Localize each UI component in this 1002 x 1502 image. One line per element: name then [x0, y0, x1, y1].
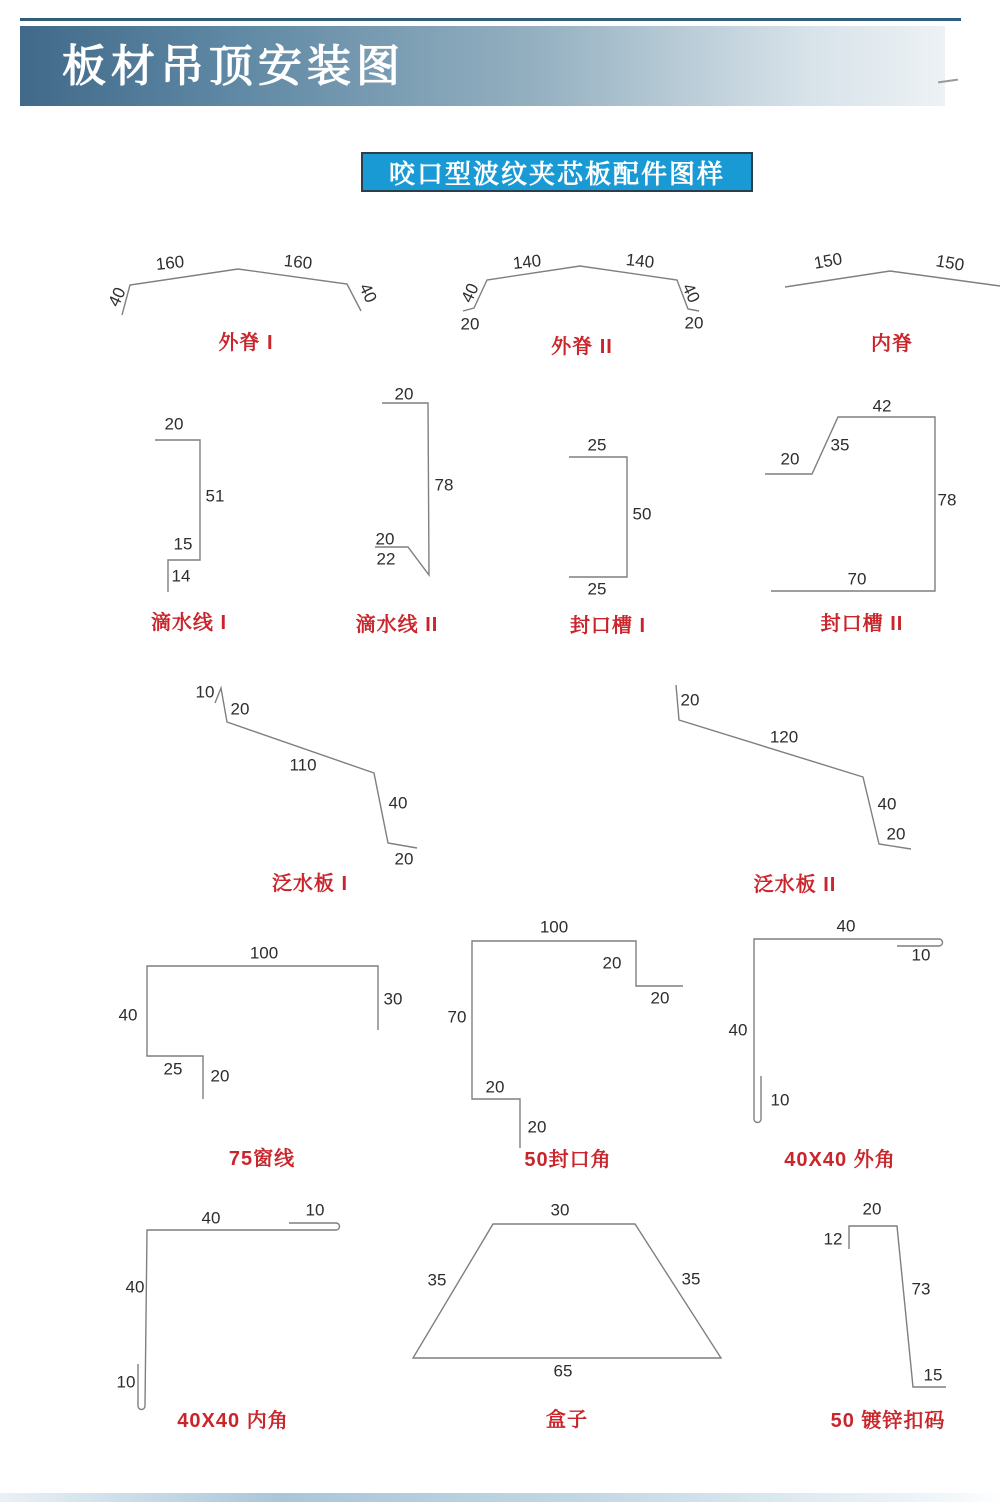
- dim-label: 160: [282, 251, 314, 273]
- part-caption: 盒子: [546, 1409, 588, 1431]
- part-caption: 50封口角: [524, 1149, 612, 1171]
- part-caption: 滴水线 I: [150, 612, 228, 634]
- dim-label: 35: [427, 1270, 447, 1290]
- dim-label: 50: [632, 504, 652, 524]
- dim-label: 140: [624, 250, 656, 272]
- dim-label: 40: [728, 1020, 748, 1040]
- dim-label: 20: [375, 529, 395, 549]
- dim-label: 20: [394, 849, 414, 869]
- dim-label: 150: [812, 249, 844, 273]
- dim-label: 22: [376, 549, 396, 569]
- dim-label: 20: [394, 384, 414, 404]
- outline-fanshuiban-2: [676, 685, 911, 849]
- part-caption: 泛水板 II: [753, 874, 837, 896]
- dim-label: 20: [886, 824, 906, 844]
- dim-label: 25: [587, 435, 607, 455]
- part-caption: 50 镀锌扣码: [830, 1410, 946, 1432]
- part-caption: 外脊 I: [218, 332, 274, 354]
- dim-label: 20: [230, 699, 250, 719]
- dim-label: 51: [205, 486, 225, 506]
- dim-label: 40: [201, 1208, 221, 1228]
- dim-label: 20: [602, 953, 622, 973]
- dim-label: 35: [681, 1269, 701, 1289]
- dim-label: 12: [823, 1229, 843, 1249]
- dim-label: 40: [118, 1005, 138, 1025]
- dim-label: 10: [770, 1090, 790, 1110]
- dim-label: 35: [830, 435, 850, 455]
- dim-label: 10: [116, 1372, 136, 1392]
- outline-waiji-1: [122, 269, 361, 315]
- dim-label: 40: [388, 793, 408, 813]
- dim-label: 10: [911, 945, 931, 965]
- part-caption: 滴水线 II: [355, 614, 439, 636]
- dim-label: 40: [678, 280, 704, 306]
- outline-waiji-2: [463, 266, 699, 311]
- dim-label: 30: [550, 1200, 570, 1220]
- part-caption: 内脊: [871, 333, 913, 355]
- dim-label: 140: [511, 251, 543, 273]
- dim-label: 10: [305, 1200, 325, 1220]
- dim-label: 110: [289, 755, 317, 775]
- part-caption: 外脊 II: [551, 336, 613, 358]
- outline-hezi: [413, 1224, 721, 1358]
- footer-gradient-bar: [0, 1493, 1002, 1502]
- dim-label: 30: [383, 989, 403, 1009]
- dim-label: 25: [163, 1059, 183, 1079]
- part-caption: 40X40 外角: [784, 1149, 896, 1171]
- dim-label: 25: [587, 579, 607, 599]
- dim-label: 40: [125, 1277, 145, 1297]
- dim-label: 20: [780, 449, 800, 469]
- part-caption: 封口槽 I: [569, 615, 647, 637]
- dim-label: 20: [684, 313, 704, 333]
- dim-label: 120: [769, 727, 799, 747]
- dim-label: 150: [934, 251, 966, 275]
- dim-label: 20: [485, 1077, 505, 1097]
- outline-fengkoujiao-50: [472, 941, 683, 1148]
- outline-neiji: [785, 271, 1000, 287]
- dim-label: 20: [210, 1066, 230, 1086]
- page-title: 板材吊顶安装图: [62, 42, 405, 91]
- dim-label: 78: [434, 475, 454, 495]
- dim-label: 20: [527, 1117, 547, 1137]
- part-caption: 封口槽 II: [820, 613, 904, 635]
- part-caption: 75窗线: [228, 1148, 296, 1170]
- dim-label: 40: [355, 280, 381, 306]
- dim-label: 20: [862, 1199, 882, 1219]
- dim-label: 15: [923, 1365, 943, 1385]
- dim-label: 73: [911, 1279, 931, 1299]
- outline-fengkoucao-1: [569, 457, 627, 577]
- dim-label: 78: [937, 490, 957, 510]
- dim-label: 15: [173, 534, 193, 554]
- dim-label: 65: [553, 1361, 573, 1381]
- dim-label: 42: [872, 396, 892, 416]
- subtitle-text: 咬口型波纹夹芯板配件图样: [388, 158, 725, 189]
- dim-label: 160: [154, 252, 186, 274]
- dim-label: 70: [847, 569, 867, 589]
- dim-label: 100: [539, 917, 569, 937]
- dim-label: 14: [171, 566, 191, 586]
- dim-label: 70: [447, 1007, 467, 1027]
- dim-label: 20: [164, 414, 184, 434]
- dim-label: 40: [104, 284, 130, 310]
- dim-label: 40: [836, 916, 856, 936]
- outline-duxin-kouma-50: [849, 1226, 946, 1387]
- part-caption: 泛水板 I: [271, 873, 349, 895]
- dim-label: 40: [457, 280, 483, 306]
- dim-label: 10: [195, 682, 215, 702]
- dim-label: 100: [249, 943, 279, 963]
- outline-chuangxian-75: [147, 966, 378, 1099]
- dim-label: 20: [680, 690, 700, 710]
- dim-label: 20: [460, 314, 480, 334]
- outline-neijiao-40x40: [138, 1223, 340, 1410]
- outline-fengkoucao-2: [765, 417, 935, 591]
- dim-label: 20: [650, 988, 670, 1008]
- dim-label: 40: [877, 794, 897, 814]
- part-caption: 40X40 内角: [177, 1410, 289, 1432]
